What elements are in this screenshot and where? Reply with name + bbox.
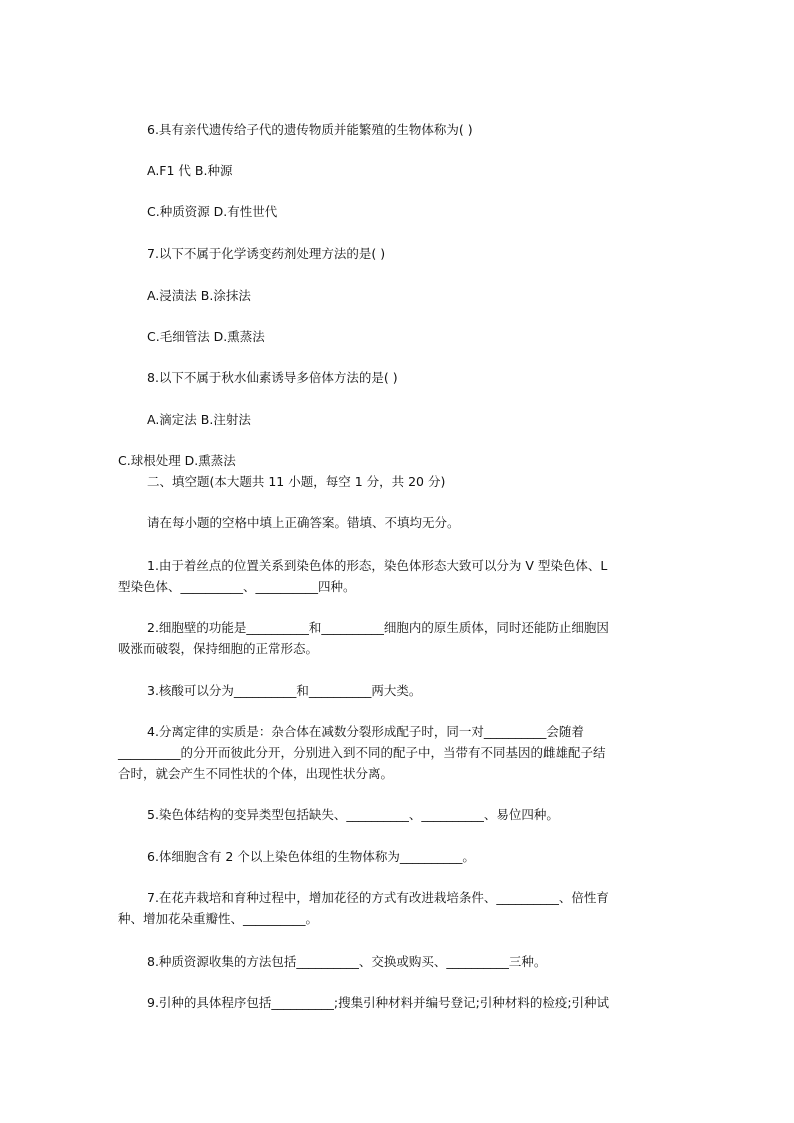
mcq-q6-options-cd: C.种质资源 D.有性世代 (147, 204, 278, 219)
fill-question-5: 5.染色体结构的变异类型包括缺失、__________、__________、易位四种。 (147, 807, 559, 822)
mcq-q8-options-ab: A.滴定法 B.注射法 (147, 412, 251, 427)
mcq-q7-options-ab: A.浸渍法 B.涂抹法 (147, 288, 251, 303)
fill-question-9: 9.引种的具体程序包括__________;搜集引种材料并编号登记;引种材料的检疫;引种试 (147, 995, 610, 1010)
mcq-question-7: 7.以下不属于化学诱变药剂处理方法的是( ) (147, 246, 386, 261)
fill-question-4-line-3: 合时，就会产生不同性状的个体，出现性状分离。 (118, 766, 394, 781)
fill-question-1-line-1: 1.由于着丝点的位置关系到染色体的形态，染色体形态大致可以分为 V 型染色体、L (147, 558, 608, 573)
mcq-q8-options-cd: C.球根处理 D.熏蒸法 (118, 453, 236, 468)
fill-question-8: 8.种质资源收集的方法包括__________、交换或购买、__________三种。 (147, 954, 547, 969)
fill-question-2-line-1: 2.细胞壁的功能是__________和__________细胞内的原生质体，同时还能防止细胞因 (147, 620, 609, 635)
fill-question-1-line-2: 型染色体、__________、__________四种。 (118, 579, 356, 594)
mcq-q6-options-ab: A.F1 代 B.种源 (147, 163, 233, 178)
fill-question-6: 6.体细胞含有 2 个以上染色体组的生物体称为__________。 (147, 849, 475, 864)
mcq-question-6: 6.具有亲代遗传给子代的遗传物质并能繁殖的生物体称为( ) (147, 122, 473, 137)
fill-question-7-line-1: 7.在花卉栽培和育种过程中，增加花径的方式有改进栽培条件、__________、倍性育 (147, 890, 609, 905)
fill-question-7-line-2: 种、增加花朵重瓣性、__________。 (118, 911, 319, 926)
section-heading: 二、填空题(本大题共 11 小题，每空 1 分，共 20 分) (147, 474, 446, 489)
mcq-q7-options-cd: C.毛细管法 D.熏蒸法 (147, 329, 265, 344)
fill-question-4-line-2: __________的分开而彼此分开，分别进入到不同的配子中，当带有不同基因的雌雄配子结 (118, 745, 606, 760)
mcq-question-8: 8.以下不属于秋水仙素诱导多倍体方法的是( ) (147, 370, 398, 385)
fill-question-4-line-1: 4.分离定律的实质是：杂合体在减数分裂形成配子时，同一对__________会随着 (147, 724, 584, 739)
section-instruction: 请在每小题的空格中填上正确答案。错填、不填均无分。 (147, 515, 460, 530)
fill-question-3: 3.核酸可以分为__________和__________两大类。 (147, 683, 422, 698)
fill-question-2-line-2: 吸涨而破裂，保持细胞的正常形态。 (118, 641, 319, 656)
